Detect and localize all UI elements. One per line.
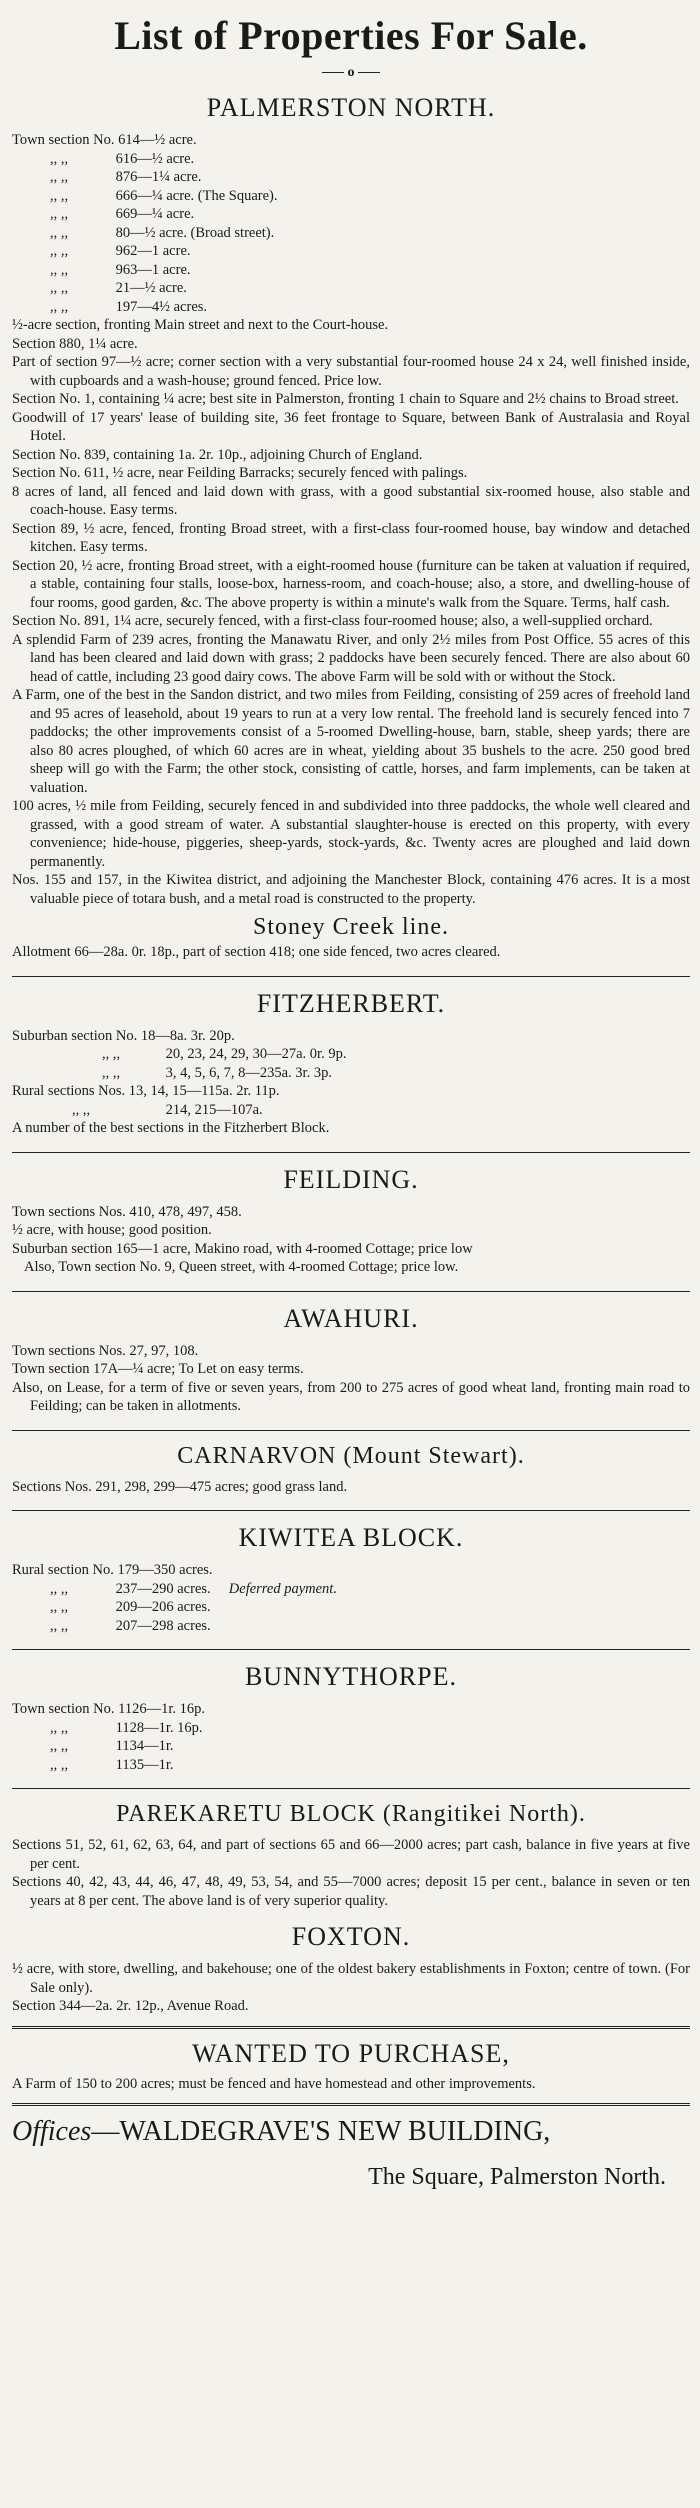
- listing-item: Section No. 839, containing 1a. 2r. 10p., adjoining Church of England.: [12, 446, 423, 463]
- title-divider: o: [12, 65, 690, 81]
- section-divider: [12, 1649, 690, 1650]
- listing-item: Sections Nos. 291, 298, 299—475 acres; good grass land.: [12, 1478, 348, 1495]
- section-divider: [12, 1430, 690, 1431]
- listing-item: Section 89, ½ acre, fenced, fronting Broad street, with a first-class four-roomed house, bay window and detached kitchen. Easy terms.: [12, 520, 690, 555]
- listing-item: Section No. 611, ½ acre, near Feilding Barracks; securely fenced with palings.: [12, 465, 468, 481]
- kiwitea-listings: Rural section No. 179—350 acres. ,, ,, 237—290 acres. Deferred payment. ,, ,, 209—206 acres. ,, ,, 207—298 acres.: [12, 1562, 337, 1634]
- listing-item: A Farm, one of the best in the Sandon district, and two miles from Feilding, consisting of 259 acres of freehold land and 95 acres of leasehold, about 19 years to run at a very low rental. The freehold land is securely fenced into 7 paddocks; the other improvements consist of a 5-roomed Dwelling-house, barn, stable, sheep yards; there are also 80 acres ploughed, of which 60 acres are in wheat, yielding about 35 bushels to the acre. 250 good bred sheep will go with the Farm; the other stock, consisting of cattle, horses, and farm implements, can be taken at valuation.: [12, 687, 690, 796]
- section-divider: [12, 2026, 690, 2029]
- listing-item: Nos. 155 and 157, in the Kiwitea district, and adjoining the Manchester Block, containing 476 acres. It is a most valuable piece of totara bush, and a metal road is constructed to the property.: [12, 872, 690, 907]
- section-heading-palmerston: PALMERSTON NORTH.: [206, 93, 496, 122]
- section-divider: [12, 1291, 690, 1292]
- bunnythorpe-listings: Town section No. 1126—1r. 16p. ,, ,, 1128—1r. 16p. ,, ,, 1134—1r. ,, ,, 1135—1r.: [12, 1701, 205, 1773]
- section-heading-bunnythorpe: BUNNYTHORPE.: [244, 1662, 458, 1691]
- listing-item: Allotment 66—28a. 0r. 18p., part of section 418; one side fenced, two acres cleared.: [12, 944, 501, 960]
- listing-item: ½-acre section, fronting Main street and next to the Court-house.: [12, 317, 389, 333]
- foxton-listings: ½ acre, with store, dwelling, and bakehouse; one of the oldest bakery establishments in Foxton; centre of town. (For Sale only). Section 344—2a. 2r. 12p., Avenue Road.: [12, 1961, 690, 2014]
- section-divider: [12, 1152, 690, 1153]
- listing-item: 8 acres of land, all fenced and laid down with grass, with a good substantial six-roomed house, also stable and coach-house. Easy terms.: [12, 483, 690, 518]
- offices-line: Offices—WALDEGRAVE'S NEW BUILDING,: [12, 2116, 551, 2147]
- listing-item: Goodwill of 17 years' lease of building site, 36 feet frontage to Square, between Bank of Australasia and Royal Hotel.: [12, 409, 690, 444]
- palmerston-listings: [12, 316, 690, 908]
- section-divider: [12, 2103, 690, 2106]
- listing-item: Section No. 891, 1¼ acre, securely fenced, with a first-class four-roomed house; also, a well-supplied orchard.: [12, 613, 653, 629]
- section-heading-feilding: FEILDING.: [283, 1164, 419, 1194]
- listing-item: A splendid Farm of 239 acres, fronting the Manawatu River, and only 2½ miles from Post Office. 55 acres of this land has been cleared and laid down with grass; 2 paddocks have been securely fenced. There are also about 60 head of cattle, including 23 good dairy cows. The above Farm will be sold with or without the Stock.: [12, 631, 690, 685]
- section-heading-foxton: FOXTON.: [291, 1922, 411, 1951]
- awahuri-listings: Town sections Nos. 27, 97, 108. Town section 17A—¼ acre; To Let on easy terms. Also, on Lease, for a term of five or seven years, from 200 to 275 acres of good wheat land, fronting main road to Feilding; can be taken in allotments.: [12, 1342, 690, 1414]
- section-heading-awahuri: AWAHURI.: [283, 1303, 419, 1333]
- parekaretu-listings: Sections 51, 52, 61, 62, 63, 64, and part of sections 65 and 66—2000 acres; part cash, balance in five years at five per cent. Sections 40, 42, 43, 44, 46, 47, 48, 49, 53, 54, and 55—7000 acres; deposit 15 per cent., balance in seven or ten years at 8 per cent. The above land is of very superior quality.: [12, 1837, 690, 1909]
- subheading-stoney-creek: Stoney Creek line.: [253, 914, 449, 940]
- section-divider: [12, 976, 690, 977]
- page-title: List of Properties For Sale.: [114, 13, 588, 58]
- fitzherbert-listings: Suburban section No. 18—8a. 3r. 20p. ,, ,, 20, 23, 24, 29, 30—27a. 0r. 9p. ,, ,, 3, 4, 5, 6, 7, 8—235a. 3r. 3p. Rural sections Nos. 13, 14, 15—115a. 2r. 11p. ,, ,, 214, 215—107a. A number of the best sections in the Fitzherbert Block.: [12, 1027, 347, 1136]
- listing-item: Part of section 97—½ acre; corner section with a very substantial four-roomed house 24 x 24, well finished inside, with cupboards and a wash-house; ground fenced. Price low.: [12, 354, 690, 389]
- section-divider: [12, 1510, 690, 1511]
- offices-address: The Square, Palmerston North.: [368, 2164, 666, 2190]
- section-divider: [12, 1788, 690, 1789]
- listing-item: 100 acres, ½ mile from Feilding, securely fenced in and subdivided into three paddocks, the whole well cleared and grassed, with a good stream of water. A substantial slaughter-house is erected on this property, with every convenience; hide-house, piggeries, sheep-yards, stock-yards, &c. Twenty acres are ploughed and laid down permanently.: [12, 798, 690, 870]
- listing-item: Section 20, ½ acre, fronting Broad street, with a eight-roomed house (furniture can be taken at valuation if required, a stable, containing four stalls, loose-box, harness-room, and coach-house; also, a store, and dwelling-house of four rooms, good garden, &c. The above property is within a minute's walk from the Square. Terms, half cash.: [12, 557, 690, 611]
- listing-item: Section No. 1, containing ¼ acre; best site in Palmerston, fronting 1 chain to Square and 2½ chains to Broad street.: [12, 391, 679, 407]
- offices-label: Offices: [12, 2116, 92, 2147]
- section-heading-carnarvon: CARNARVON (Mount Stewart).: [177, 1442, 525, 1469]
- section-heading-fitzherbert: FITZHERBERT.: [256, 988, 446, 1018]
- wanted-text: A Farm of 150 to 200 acres; must be fenced and have homestead and other improvements.: [12, 2075, 536, 2092]
- section-heading-kiwitea: KIWITEA BLOCK.: [238, 1523, 464, 1552]
- feilding-listings: Town sections Nos. 410, 478, 497, 458. ½ acre, with house; good position. Suburban section 165—1 acre, Makino road, with 4-roomed Cottage; price low Also, Town section No. 9, Queen street, with 4-roomed Cottage; price low.: [12, 1203, 473, 1275]
- section-heading-parekaretu: PAREKARETU BLOCK (Rangitikei North).: [116, 1801, 586, 1827]
- palmerston-town-list: Town section No. 614—½ acre. ,, ,, 616—½ acre. ,, ,, 876—1¼ acre. ,, ,, 666—¼ acre. (The Square). ,, ,, 669—¼ acre. ,, ,, 80—½ acre. (Broad street). ,, ,, 962—1 acre. ,, ,, 963—1 acre. ,, ,, 21—½ acre. ,, ,, 197—4½ acres.: [12, 132, 278, 315]
- listing-item: Section 880, 1¼ acre.: [12, 335, 138, 352]
- deferred-payment-note: Deferred payment.: [228, 1580, 337, 1597]
- wanted-heading: WANTED TO PURCHASE,: [192, 2038, 510, 2068]
